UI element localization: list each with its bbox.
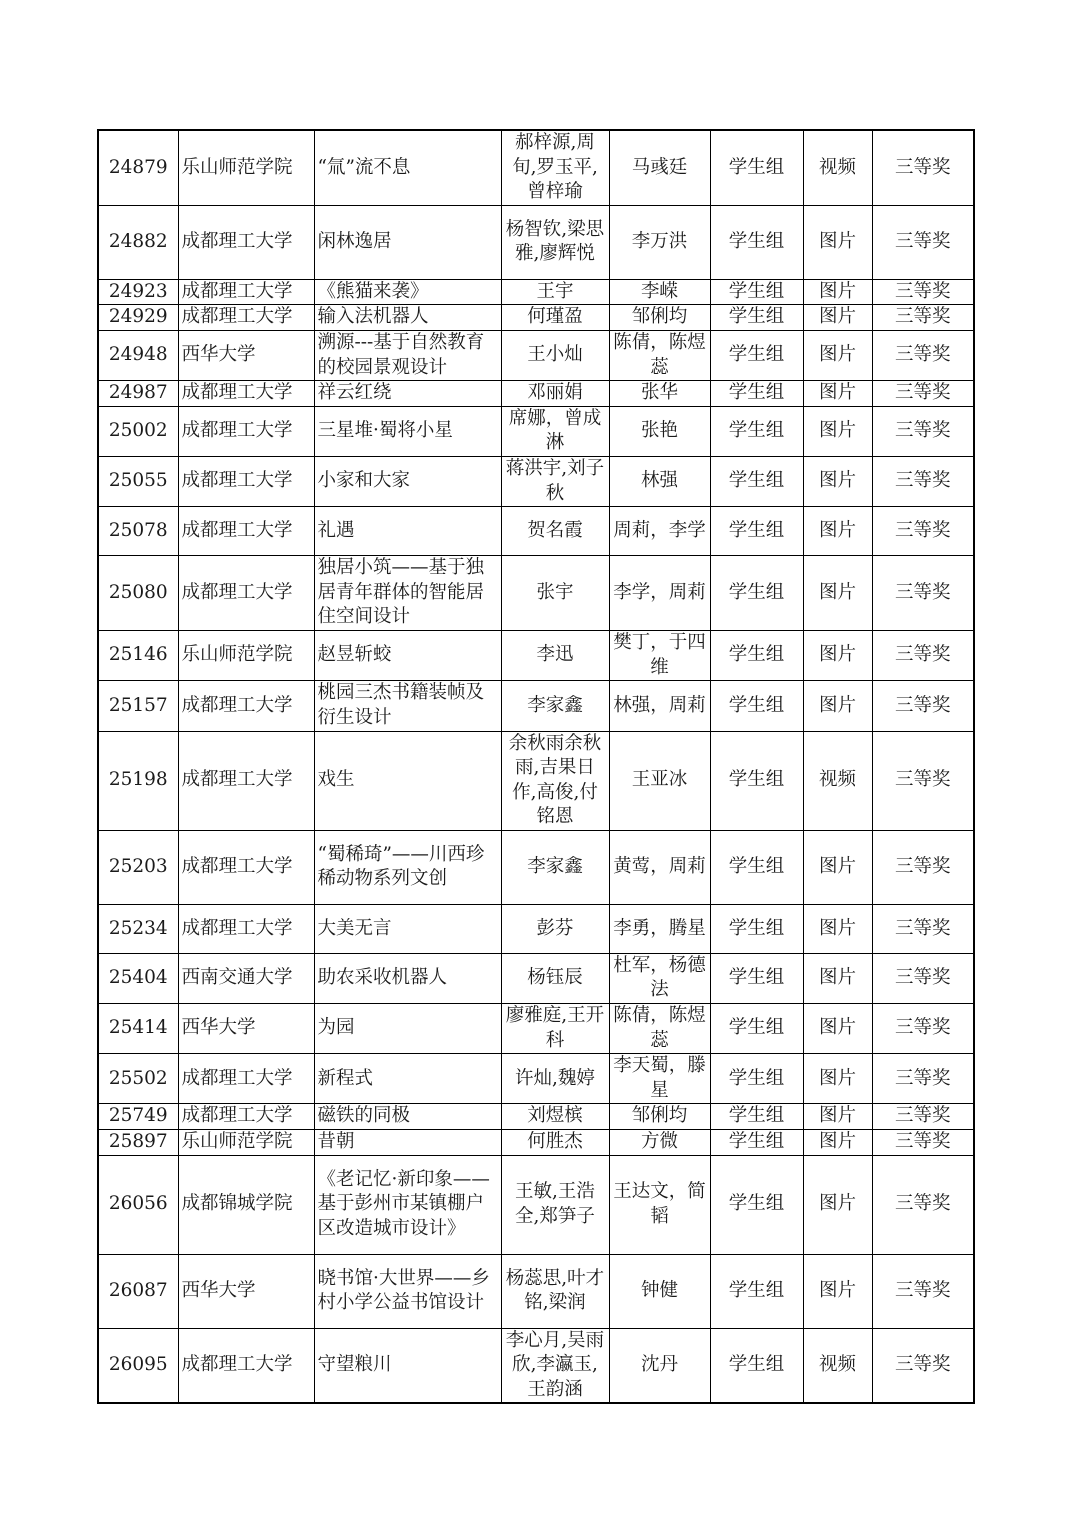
cell-authors: 杨钰辰: [501, 953, 609, 1003]
cell-title: 小家和大家: [314, 456, 501, 506]
cell-award: 三等奖: [872, 631, 974, 681]
cell-group: 学生组: [710, 130, 803, 205]
cell-id: 24879: [98, 130, 178, 205]
cell-group: 学生组: [710, 507, 803, 556]
cell-type: 视频: [803, 1328, 872, 1403]
cell-type: 图片: [803, 381, 872, 407]
cell-group: 学生组: [710, 631, 803, 681]
cell-authors: 贺名霞: [501, 507, 609, 556]
cell-advisor: 邹俐均: [609, 305, 710, 331]
cell-school: 乐山师范学院: [178, 130, 314, 205]
cell-school: 成都理工大学: [178, 830, 314, 904]
cell-title: 《老记忆·新印象——基于彭州市某镇棚户区改造城市设计》: [314, 1155, 501, 1254]
cell-advisor: 周莉，李学: [609, 507, 710, 556]
cell-advisor: 林强，周莉: [609, 681, 710, 731]
cell-award: 三等奖: [872, 1155, 974, 1254]
cell-authors: 彭芬: [501, 904, 609, 953]
cell-school: 成都理工大学: [178, 1054, 314, 1104]
cell-type: 图片: [803, 1054, 872, 1104]
cell-id: 26095: [98, 1328, 178, 1403]
cell-school: 西南交通大学: [178, 953, 314, 1003]
table-row: [98, 381, 974, 407]
cell-type: 图片: [803, 406, 872, 456]
cell-group: 学生组: [710, 1004, 803, 1054]
cell-title: 助农采收机器人: [314, 953, 501, 1003]
table-row: [98, 406, 974, 456]
cell-school: 成都理工大学: [178, 406, 314, 456]
cell-id: 25502: [98, 1054, 178, 1104]
cell-group: 学生组: [710, 205, 803, 279]
cell-id: 25198: [98, 731, 178, 830]
cell-title: 赵昱斩蛟: [314, 631, 501, 681]
cell-type: 图片: [803, 1155, 872, 1254]
cell-award: 三等奖: [872, 1130, 974, 1156]
cell-award: 三等奖: [872, 1054, 974, 1104]
cell-group: 学生组: [710, 953, 803, 1003]
table-row: [98, 1104, 974, 1130]
cell-id: 24948: [98, 330, 178, 380]
cell-title: 为园: [314, 1004, 501, 1054]
cell-advisor: 林强: [609, 456, 710, 506]
cell-advisor: 王亚冰: [609, 731, 710, 830]
cell-advisor: 沈丹: [609, 1328, 710, 1403]
cell-group: 学生组: [710, 456, 803, 506]
cell-school: 成都理工大学: [178, 456, 314, 506]
cell-type: 图片: [803, 830, 872, 904]
cell-group: 学生组: [710, 305, 803, 331]
cell-authors: 席娜，曾成淋: [501, 406, 609, 456]
cell-title: 新程式: [314, 1054, 501, 1104]
cell-school: 成都理工大学: [178, 556, 314, 631]
cell-title: 磁铁的同极: [314, 1104, 501, 1130]
cell-group: 学生组: [710, 556, 803, 631]
cell-id: 25080: [98, 556, 178, 631]
cell-group: 学生组: [710, 1130, 803, 1156]
cell-school: 成都理工大学: [178, 205, 314, 279]
cell-advisor: 马彧廷: [609, 130, 710, 205]
table-row: [98, 205, 974, 279]
table-row: [98, 305, 974, 331]
cell-type: 图片: [803, 1130, 872, 1156]
cell-group: 学生组: [710, 830, 803, 904]
cell-authors: 杨智钦,梁思雅,廖辉悦: [501, 205, 609, 279]
cell-title: 祥云红绕: [314, 381, 501, 407]
cell-authors: 王小灿: [501, 330, 609, 380]
cell-authors: 李家鑫: [501, 681, 609, 731]
cell-award: 三等奖: [872, 305, 974, 331]
cell-type: 视频: [803, 731, 872, 830]
cell-type: 图片: [803, 904, 872, 953]
cell-school: 乐山师范学院: [178, 631, 314, 681]
cell-id: 25749: [98, 1104, 178, 1130]
cell-school: 成都锦城学院: [178, 1155, 314, 1254]
cell-school: 成都理工大学: [178, 279, 314, 305]
cell-school: 成都理工大学: [178, 507, 314, 556]
table-row: [98, 1004, 974, 1054]
cell-id: 24987: [98, 381, 178, 407]
cell-award: 三等奖: [872, 507, 974, 556]
cell-type: 图片: [803, 681, 872, 731]
cell-authors: 王宇: [501, 279, 609, 305]
cell-type: 图片: [803, 953, 872, 1003]
cell-type: 图片: [803, 305, 872, 331]
cell-advisor: 黄莺，周莉: [609, 830, 710, 904]
table-row: [98, 130, 974, 205]
cell-advisor: 李万洪: [609, 205, 710, 279]
table-row: [98, 830, 974, 904]
cell-type: 图片: [803, 507, 872, 556]
cell-title: 守望粮川: [314, 1328, 501, 1403]
cell-advisor: 王达文，简韬: [609, 1155, 710, 1254]
cell-advisor: 方微: [609, 1130, 710, 1156]
cell-authors: 刘煜槟: [501, 1104, 609, 1130]
cell-group: 学生组: [710, 279, 803, 305]
cell-school: 成都理工大学: [178, 305, 314, 331]
cell-authors: 许灿,魏婷: [501, 1054, 609, 1104]
cell-school: 成都理工大学: [178, 381, 314, 407]
table-row: [98, 1130, 974, 1156]
cell-advisor: 李勇，腾星: [609, 904, 710, 953]
cell-advisor: 杜军，杨德法: [609, 953, 710, 1003]
cell-school: 成都理工大学: [178, 904, 314, 953]
cell-id: 25404: [98, 953, 178, 1003]
cell-id: 25002: [98, 406, 178, 456]
cell-authors: 杨蕊思,叶才铭,梁润: [501, 1254, 609, 1328]
cell-school: 成都理工大学: [178, 681, 314, 731]
cell-id: 25055: [98, 456, 178, 506]
cell-award: 三等奖: [872, 456, 974, 506]
table-row: [98, 631, 974, 681]
cell-id: 25203: [98, 830, 178, 904]
cell-award: 三等奖: [872, 731, 974, 830]
cell-authors: 张宇: [501, 556, 609, 631]
cell-type: 图片: [803, 279, 872, 305]
cell-authors: 李迅: [501, 631, 609, 681]
cell-award: 三等奖: [872, 130, 974, 205]
cell-award: 三等奖: [872, 1004, 974, 1054]
cell-award: 三等奖: [872, 330, 974, 380]
cell-group: 学生组: [710, 1328, 803, 1403]
cell-title: 桃园三杰书籍装帧及衍生设计: [314, 681, 501, 731]
table-row: [98, 1254, 974, 1328]
cell-authors: 李心月,吴雨欣,李瀛玉,王韵涵: [501, 1328, 609, 1403]
cell-advisor: 张艳: [609, 406, 710, 456]
cell-award: 三等奖: [872, 1254, 974, 1328]
cell-title: 输入法机器人: [314, 305, 501, 331]
cell-school: 西华大学: [178, 1254, 314, 1328]
cell-title: 礼遇: [314, 507, 501, 556]
cell-authors: 邓丽娟: [501, 381, 609, 407]
table-row: [98, 556, 974, 631]
cell-title: 三星堆·蜀将小星: [314, 406, 501, 456]
cell-id: 25897: [98, 1130, 178, 1156]
cell-authors: 何瑾盈: [501, 305, 609, 331]
cell-title: 戏生: [314, 731, 501, 830]
cell-title: 闲林逸居: [314, 205, 501, 279]
cell-type: 图片: [803, 330, 872, 380]
cell-title: “蜀稀琦”——川西珍稀动物系列文创: [314, 830, 501, 904]
table-row: [98, 953, 974, 1003]
cell-authors: 王敏,王浩全,郑笋子: [501, 1155, 609, 1254]
cell-award: 三等奖: [872, 904, 974, 953]
cell-type: 图片: [803, 205, 872, 279]
cell-advisor: 李学，周莉: [609, 556, 710, 631]
cell-type: 图片: [803, 631, 872, 681]
cell-school: 成都理工大学: [178, 1328, 314, 1403]
cell-school: 乐山师范学院: [178, 1130, 314, 1156]
cell-authors: 廖雅庭,王开科: [501, 1004, 609, 1054]
cell-authors: 蒋洪宇,刘子秋: [501, 456, 609, 506]
table-row: [98, 904, 974, 953]
table-row: [98, 1155, 974, 1254]
cell-group: 学生组: [710, 1155, 803, 1254]
cell-advisor: 张华: [609, 381, 710, 407]
cell-award: 三等奖: [872, 953, 974, 1003]
cell-type: 图片: [803, 1254, 872, 1328]
cell-award: 三等奖: [872, 381, 974, 407]
table-row: [98, 279, 974, 305]
cell-type: 图片: [803, 1004, 872, 1054]
cell-id: 25157: [98, 681, 178, 731]
cell-award: 三等奖: [872, 279, 974, 305]
cell-school: 成都理工大学: [178, 731, 314, 830]
cell-authors: 李家鑫: [501, 830, 609, 904]
cell-type: 视频: [803, 130, 872, 205]
cell-group: 学生组: [710, 904, 803, 953]
cell-id: 26087: [98, 1254, 178, 1328]
cell-title: 晓书馆·大世界——乡村小学公益书馆设计: [314, 1254, 501, 1328]
cell-school: 成都理工大学: [178, 1104, 314, 1130]
cell-school: 西华大学: [178, 1004, 314, 1054]
cell-authors: 郝梓源,周旬,罗玉平,曾梓瑜: [501, 130, 609, 205]
cell-title: 《熊猫来袭》: [314, 279, 501, 305]
cell-advisor: 李天蜀，滕星: [609, 1054, 710, 1104]
table-row: [98, 1328, 974, 1403]
cell-award: 三等奖: [872, 681, 974, 731]
cell-authors: 余秋雨余秋雨,吉果日作,高俊,付铭恩: [501, 731, 609, 830]
cell-title: 昔朝: [314, 1130, 501, 1156]
cell-award: 三等奖: [872, 556, 974, 631]
table-row: [98, 681, 974, 731]
cell-id: 25146: [98, 631, 178, 681]
table-row: [98, 1054, 974, 1104]
cell-advisor: 樊丁，于四维: [609, 631, 710, 681]
cell-group: 学生组: [710, 381, 803, 407]
cell-advisor: 邹俐均: [609, 1104, 710, 1130]
cell-type: 图片: [803, 456, 872, 506]
cell-id: 25078: [98, 507, 178, 556]
cell-group: 学生组: [710, 731, 803, 830]
cell-advisor: 钟健: [609, 1254, 710, 1328]
cell-advisor: 陈倩，陈煜蕊: [609, 330, 710, 380]
cell-id: 26056: [98, 1155, 178, 1254]
cell-group: 学生组: [710, 1254, 803, 1328]
cell-id: 24923: [98, 279, 178, 305]
cell-group: 学生组: [710, 681, 803, 731]
cell-advisor: 陈倩，陈煜蕊: [609, 1004, 710, 1054]
cell-award: 三等奖: [872, 205, 974, 279]
cell-id: 24929: [98, 305, 178, 331]
cell-award: 三等奖: [872, 1328, 974, 1403]
cell-type: 图片: [803, 556, 872, 631]
cell-title: 溯源---基于自然教育的校园景观设计: [314, 330, 501, 380]
cell-id: 24882: [98, 205, 178, 279]
cell-award: 三等奖: [872, 830, 974, 904]
table-row: [98, 731, 974, 830]
cell-id: 25234: [98, 904, 178, 953]
cell-title: 大美无言: [314, 904, 501, 953]
cell-authors: 何胜杰: [501, 1130, 609, 1156]
table-row: [98, 507, 974, 556]
cell-type: 图片: [803, 1104, 872, 1130]
cell-group: 学生组: [710, 406, 803, 456]
awards-table: [97, 129, 975, 1404]
cell-award: 三等奖: [872, 406, 974, 456]
cell-group: 学生组: [710, 1054, 803, 1104]
cell-title: “氚”流不息: [314, 130, 501, 205]
cell-award: 三等奖: [872, 1104, 974, 1130]
cell-group: 学生组: [710, 330, 803, 380]
cell-title: 独居小筑——基于独居青年群体的智能居住空间设计: [314, 556, 501, 631]
table-row: [98, 456, 974, 506]
table-row: [98, 330, 974, 380]
cell-advisor: 李嵘: [609, 279, 710, 305]
cell-school: 西华大学: [178, 330, 314, 380]
cell-group: 学生组: [710, 1104, 803, 1130]
cell-id: 25414: [98, 1004, 178, 1054]
